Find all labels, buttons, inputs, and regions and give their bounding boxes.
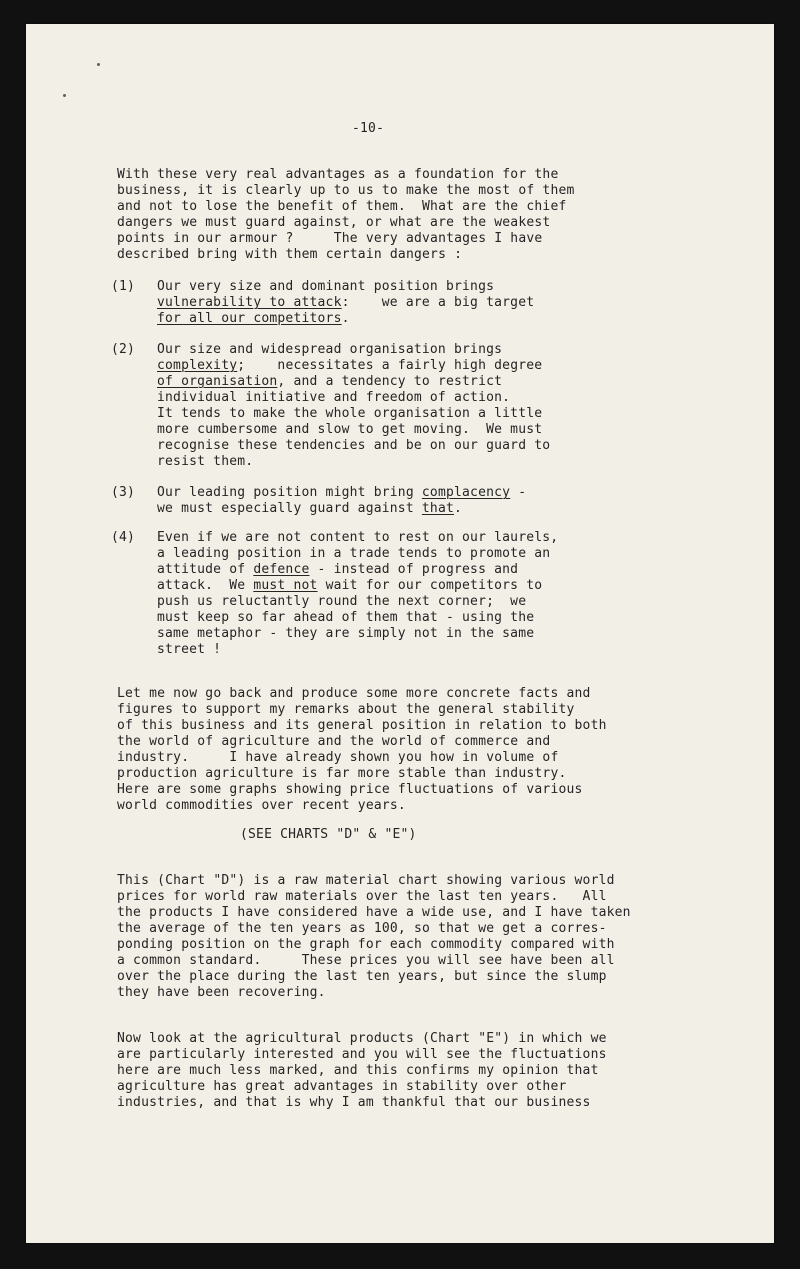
text-line: Our very size and dominant position brings xyxy=(157,279,495,294)
text-span: : we are a big target xyxy=(341,295,535,310)
text-line: push us reluctantly round the next corner; we xyxy=(157,594,527,609)
text-line: points in our armour ? The very advantages I have xyxy=(117,231,543,246)
text-line: Even if we are not content to rest on our laurels, xyxy=(157,530,559,545)
text-line: recognise these tendencies and be on our guard to xyxy=(157,438,551,453)
text-line: same metaphor - they are simply not in the same xyxy=(157,626,535,641)
underlined-phrase: that xyxy=(421,501,454,516)
text-line: over the place during the last ten years, but since the slump xyxy=(117,969,607,984)
text-line: world commodities over recent years. xyxy=(117,798,406,813)
text-span: wait for our competitors to xyxy=(317,578,543,593)
text-line: It tends to make the whole organisation a little xyxy=(157,406,543,421)
text-line xyxy=(157,374,502,390)
text-line: street ! xyxy=(157,642,222,657)
underlined-phrase: complacency xyxy=(421,485,511,500)
text-line: This (Chart "D") is a raw material chart showing various world xyxy=(117,873,615,888)
text-line: industry. I have already shown you how in volume of xyxy=(117,750,559,765)
text-span: ; necessitates a fairly high degree xyxy=(237,358,543,373)
item-number: (1) xyxy=(111,279,136,294)
text-line: must keep so far ahead of them that - using the xyxy=(157,610,535,625)
text-line: Let me now go back and produce some more concrete facts and xyxy=(117,686,591,701)
page-number: -10- xyxy=(352,121,385,136)
text-span: , and a tendency to restrict xyxy=(277,374,503,389)
text-span: . xyxy=(454,501,463,516)
text-line: resist them. xyxy=(157,454,254,469)
text-line: the world of agriculture and the world of commerce and xyxy=(117,734,551,749)
text-line: a leading position in a trade tends to promote an xyxy=(157,546,551,561)
text-line xyxy=(157,295,534,311)
item-number: (4) xyxy=(111,530,136,545)
text-line: described bring with them certain dangers : xyxy=(117,247,463,262)
text-line: figures to support my remarks about the general stability xyxy=(117,702,575,717)
text-line: prices for world raw materials over the last ten years. All xyxy=(117,889,607,904)
text-line: production agriculture is far more stable than industry. xyxy=(117,766,567,781)
text-span: attack. We xyxy=(157,578,254,593)
text-line xyxy=(157,311,350,327)
text-span: Our leading position might bring xyxy=(157,485,422,500)
text-line: With these very real advantages as a foundation for the xyxy=(117,167,559,182)
text-line: dangers we must guard against, or what are the weakest xyxy=(117,215,551,230)
text-line xyxy=(157,358,542,374)
underlined-phrase: vulnerability to attack xyxy=(157,295,342,310)
text-span: - instead of progress and xyxy=(309,562,519,577)
underlined-phrase: must not xyxy=(253,578,318,593)
text-line: Now look at the agricultural products (Chart "E") in which we xyxy=(117,1031,607,1046)
paper-speck xyxy=(97,63,100,66)
underlined-phrase: of organisation xyxy=(157,374,278,389)
text-span: - xyxy=(510,485,527,500)
see-charts-note: (SEE CHARTS "D" & "E") xyxy=(240,827,417,842)
text-span: . xyxy=(341,311,350,326)
item-number: (3) xyxy=(111,485,136,500)
text-line: and not to lose the benefit of them. What are the chief xyxy=(117,199,567,214)
text-line: are particularly interested and you will see the fluctuations xyxy=(117,1047,607,1062)
text-span: we must especially guard against xyxy=(157,501,422,516)
text-line: ponding position on the graph for each commodity compared with xyxy=(117,937,615,952)
text-line: more cumbersome and slow to get moving. We must xyxy=(157,422,543,437)
text-line: the products I have considered have a wide use, and I have taken xyxy=(117,905,631,920)
text-line: business, it is clearly up to us to make the most of them xyxy=(117,183,575,198)
text-line xyxy=(157,562,518,578)
text-line: individual initiative and freedom of action. xyxy=(157,390,511,405)
text-line xyxy=(157,578,542,594)
text-span: attitude of xyxy=(157,562,254,577)
paper-speck xyxy=(63,94,66,97)
text-line: the average of the ten years as 100, so that we get a corres- xyxy=(117,921,607,936)
underlined-phrase: complexity xyxy=(157,358,238,373)
text-line: Our size and widespread organisation brings xyxy=(157,342,503,357)
text-line xyxy=(157,485,526,501)
text-line: agriculture has great advantages in stability over other xyxy=(117,1079,567,1094)
text-line: they have been recovering. xyxy=(117,985,326,1000)
text-line: a common standard. These prices you will see have been all xyxy=(117,953,615,968)
text-line: here are much less marked, and this confirms my opinion that xyxy=(117,1063,599,1078)
item-number: (2) xyxy=(111,342,136,357)
text-line: of this business and its general position in relation to both xyxy=(117,718,607,733)
text-line: industries, and that is why I am thankful that our business xyxy=(117,1095,591,1110)
underlined-phrase: for all our competitors xyxy=(157,311,342,326)
text-line xyxy=(157,501,462,517)
underlined-phrase: defence xyxy=(253,562,310,577)
text-line: Here are some graphs showing price fluctuations of various xyxy=(117,782,583,797)
